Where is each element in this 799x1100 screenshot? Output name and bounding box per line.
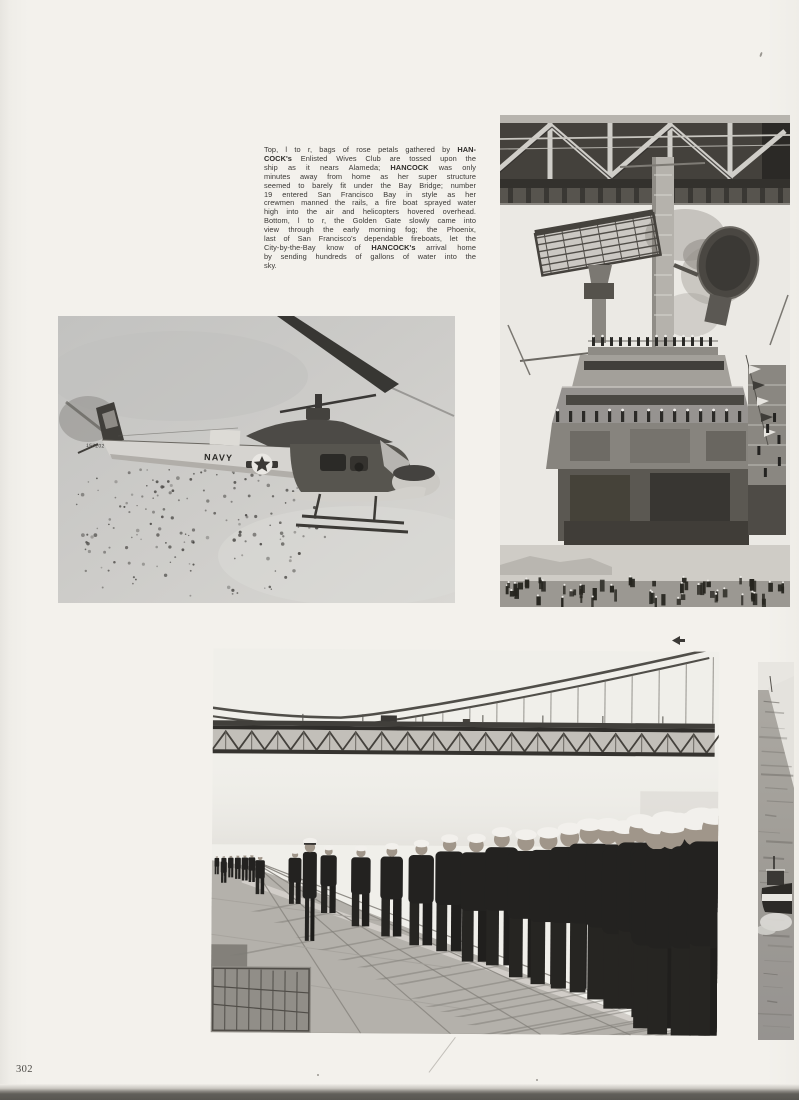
flag-bridge-windows	[566, 395, 744, 405]
caption-line: sky.	[264, 260, 277, 270]
caption-line: seemed to barely fit under the Bay Bridge; number	[264, 180, 476, 190]
caption-line: last of San Francisco's dependable fireboats, let the	[264, 234, 476, 244]
crew-manning-rails-photo	[211, 648, 720, 1036]
bay-bridge-truss	[500, 115, 790, 204]
bridge-tower-leg	[762, 123, 790, 181]
pilothouse	[767, 870, 784, 885]
car-on-bridge	[463, 719, 470, 722]
radar-motor	[584, 283, 614, 299]
caption-line: Top, l to r, bags of rose petals gathered by HAN-	[264, 145, 476, 154]
caption-line: City-by-the-Bay know of HANCOCK's arrival home	[264, 242, 476, 252]
caption-line: 19 entered San Francisco Bay in style as her	[264, 189, 476, 199]
scan-speck	[759, 52, 763, 57]
caption-line: ship as it nears Alameda; HANCOCK was only	[264, 162, 476, 172]
caption-line: view through the early morning fog; the Phoenix,	[264, 225, 476, 235]
scan-speck	[317, 1074, 319, 1076]
photo-caption	[264, 146, 476, 271]
caption-line: Bottom, l to r, the Golden Gate slowly came into	[264, 216, 476, 226]
nose-antiglare	[393, 465, 435, 481]
carrier-under-bay-bridge-photo	[500, 115, 790, 607]
caption-line: high into the air and helicopters hovered overhead.	[264, 207, 476, 217]
bridge-windows	[584, 361, 724, 370]
bus-on-bridge	[381, 715, 397, 721]
helicopter-rose-petals-photo	[58, 316, 455, 603]
page-bottom-edge	[0, 1084, 799, 1100]
rotor-hub	[306, 408, 330, 420]
boom-fairing	[210, 429, 241, 446]
cabin-door-window	[320, 454, 346, 471]
page-number: 302	[16, 1064, 33, 1075]
hull-white-band	[762, 894, 792, 901]
caption-line: by sending hundreds of gallons of water into the	[264, 251, 476, 261]
caption-line: minutes away from home as her super structure	[264, 171, 476, 181]
bay-water-edge-photo	[758, 662, 794, 1040]
tail-number: 157202	[85, 443, 105, 450]
scan-scratch-line	[429, 1037, 456, 1073]
print-artifact-arrow	[672, 636, 686, 645]
bottom-chord	[500, 179, 790, 188]
crew-silhouette	[355, 463, 364, 472]
caption-line: COCK's Enlisted Wives Club are tossed upon the	[264, 153, 476, 163]
scan-speck	[536, 1079, 538, 1081]
navy-marking: NAVY	[203, 452, 234, 464]
caption-line: crewmen manned the rails, a fire boat sprayed water	[264, 198, 476, 208]
